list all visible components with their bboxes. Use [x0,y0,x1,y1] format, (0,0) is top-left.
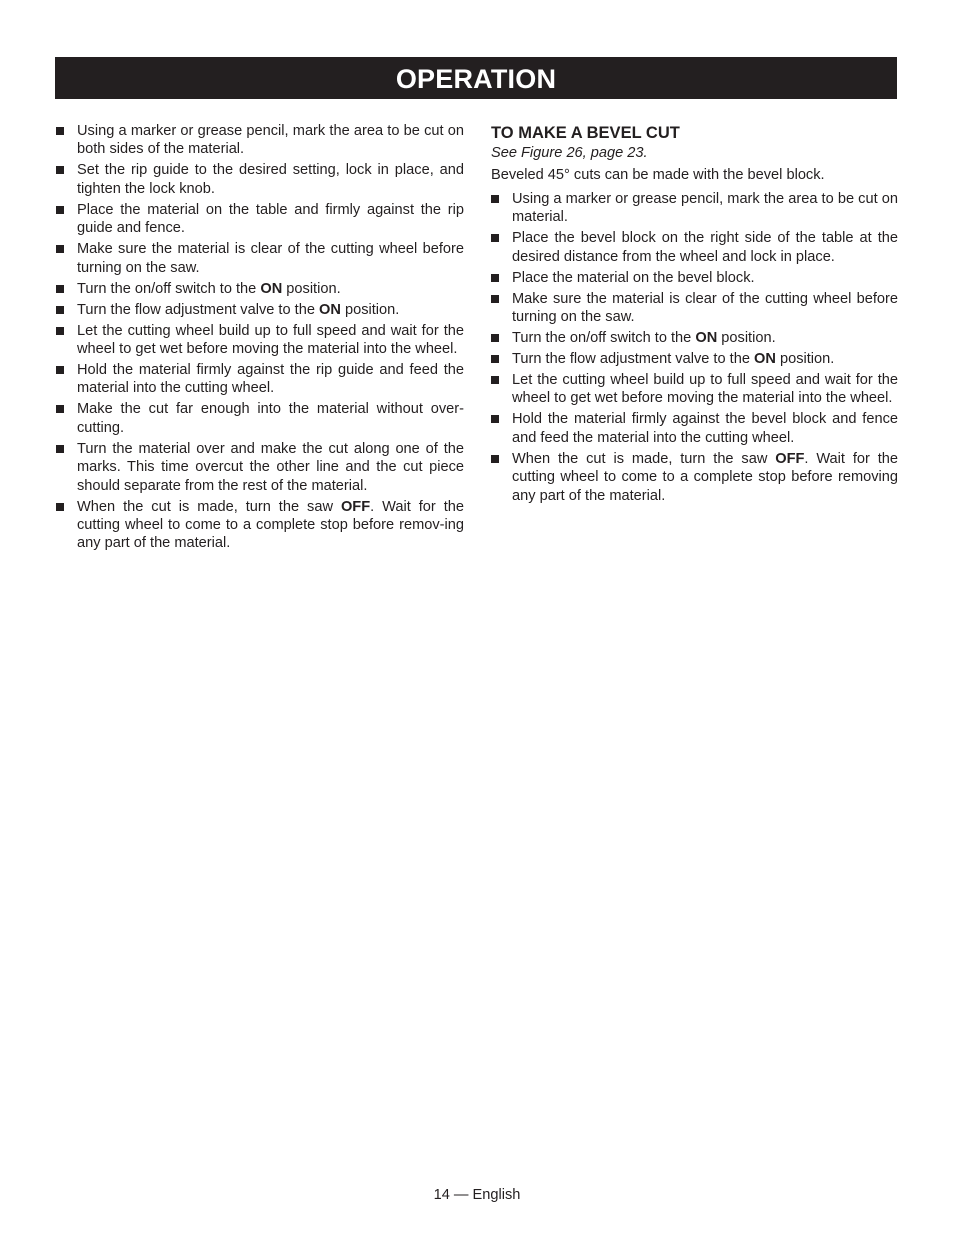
list-item [56,240,464,277]
list-item [491,350,898,368]
list-item [56,161,464,198]
square-bullet-icon [56,166,64,174]
square-bullet-icon [491,415,499,423]
section-title: OPERATION [395,63,557,94]
section-header-bar [55,57,897,99]
list-item-text: Hold the material firmly against the rip guide and feed the material into the cutting wheel. [77,362,464,397]
list-item-text: Turn the on/off switch to the [512,330,696,347]
list-item [491,190,898,227]
square-bullet-icon [56,285,64,293]
square-bullet-icon [56,306,64,314]
list-item-text: Hold the material firmly against the bevel block and fence and feed the material into the cutting wheel. [512,411,898,446]
list-item [491,450,898,505]
square-bullet-icon [56,445,64,453]
square-bullet-icon [491,274,499,282]
list-item [56,440,464,495]
list-item [56,122,464,159]
list-item [491,269,898,287]
list-item-text: Place the material on the bevel block. [512,269,755,286]
page-footer: 14 — English [433,1187,521,1203]
list-item-text: Set the rip guide to the desired setting, lock in place, and tighten the lock knob. [77,162,464,197]
right-instruction-list [491,190,898,505]
square-bullet-icon [491,376,499,384]
list-item-emphasis: ON [695,330,718,347]
list-item-text: Make sure the material is clear of the cutting wheel before turning on the saw. [512,290,898,326]
list-item-text-end: position. [717,330,776,347]
list-item-text: Place the material on the table and firmly against the rip guide and fence. [77,201,464,237]
list-item [491,329,898,347]
square-bullet-icon [56,405,64,413]
list-item-text: Turn the flow adjustment valve to the [512,351,755,368]
list-item [491,371,898,408]
list-item-text: Turn the flow adjustment valve to the [77,301,320,318]
list-item-text-end: . Wait for the cutting wheel to come to a complete stop before removing any part of the material. [512,450,898,504]
list-item-text: Using a marker or grease pencil, mark the area to be cut on both sides of the material. [77,123,464,158]
figure-reference: See Figure 26, page 23. [491,145,648,161]
list-item-text-end: position. [340,301,400,318]
square-bullet-icon [491,195,499,203]
list-item-text: Turn the material over and make the cut along one of the marks. This time overcut the other line and the cut piece should separate from the rest of the material. [77,440,464,494]
list-item-text: Make sure the material is clear of the cutting wheel before turning on the saw. [77,241,464,276]
list-item [491,410,898,447]
square-bullet-icon [56,366,64,374]
list-item-emphasis: ON [319,301,341,318]
list-item-text: Let the cutting wheel build up to full speed and wait for the wheel to get wet before moving the material into the wheel. [512,372,898,407]
square-bullet-icon [56,127,64,135]
square-bullet-icon [56,503,64,511]
bevel-cut-heading: TO MAKE A BEVEL CUT [491,124,680,142]
square-bullet-icon [491,234,499,242]
list-item [56,301,464,319]
list-item-text-end: position. [775,351,835,368]
list-item [56,361,464,398]
list-item [491,229,898,266]
list-item-text: Let the cutting wheel build up to full speed and wait for the wheel to get wet before moving the material into the wheel. [77,322,464,358]
square-bullet-icon [56,245,64,253]
list-item-emphasis: OFF [340,498,371,515]
list-item-text: When the cut is made, turn the saw [77,498,341,515]
left-instruction-list [56,122,464,553]
list-item-text: Turn the on/off switch to the [77,280,261,297]
square-bullet-icon [491,355,499,363]
list-item-emphasis: OFF [775,450,805,467]
bevel-intro-text: Beveled 45° cuts can be made with the bevel block. [491,167,825,184]
list-item-text: Make the cut far enough into the material without over-cutting. [77,401,464,436]
list-item [56,201,464,238]
list-item [56,498,464,553]
list-item-text-end: position. [282,280,341,297]
list-item-emphasis: ON [260,280,283,297]
list-item-text: Place the bevel block on the right side of the table at the desired distance from the wheel and lock in place. [512,230,898,265]
square-bullet-icon [56,327,64,335]
square-bullet-icon [491,455,499,463]
square-bullet-icon [56,206,64,214]
list-item-text-end: . Wait for the cutting wheel to come to a complete stop before remov-ing any part of the material. [77,498,464,552]
square-bullet-icon [491,295,499,303]
right-column [491,122,898,508]
list-item-emphasis: ON [754,351,776,368]
list-item-text: When the cut is made, turn the saw [512,450,776,467]
list-item [56,400,464,437]
list-item [56,280,464,298]
list-item [56,322,464,359]
left-column [56,122,464,555]
list-item [491,290,898,327]
list-item-text: Using a marker or grease pencil, mark the area to be cut on material. [512,190,898,226]
square-bullet-icon [491,334,499,342]
